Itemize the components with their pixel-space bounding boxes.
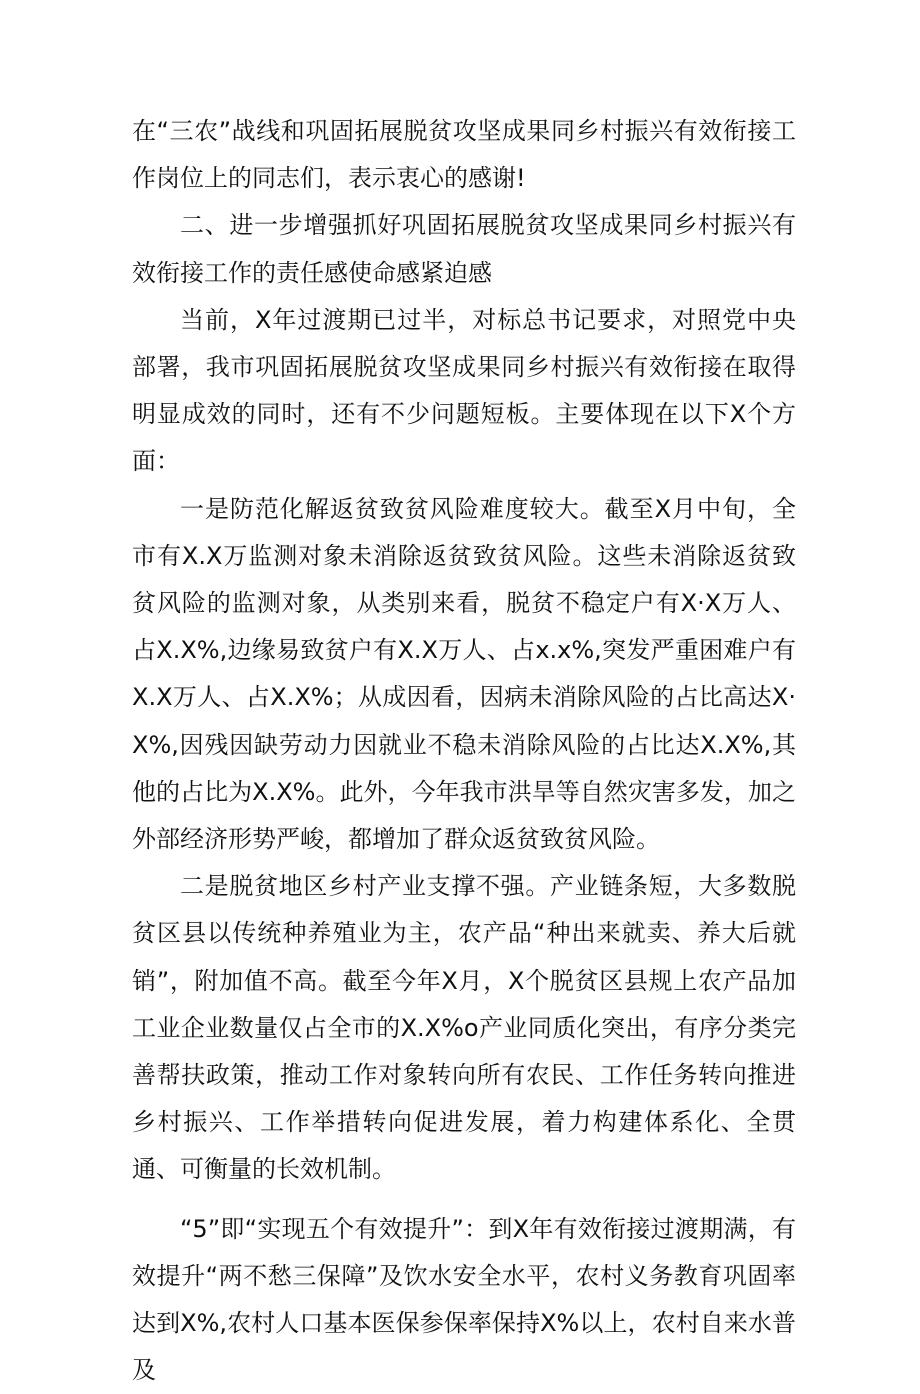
five-improvements-paragraph: “5”即“实现五个有效提升”：到X年有效衔接过渡期满，有效提升“两不愁三保障”及饮水安全水平，农村义务教育巩固率达到X%,农村人口基本医保参保率保持X%以上，农村自来水普及 bbox=[132, 1214, 796, 1385]
continuation-paragraph: 在“三农”战线和巩固拓展脱贫攻坚成果同乡村振兴有效衔接工作岗位上的同志们，表示衷心的感谢! bbox=[132, 117, 796, 193]
current-situation-paragraph: 当前，X年过渡期已过半，对标总书记要求，对照党中央部署，我市巩固拓展脱贫攻坚成果同乡村振兴有效衔接在取得明显成效的同时，还有不少问题短板。主要体现在以下X个方面： bbox=[132, 305, 796, 476]
problem-two-paragraph: 二是脱贫地区乡村产业支撑不强。产业链条短，大多数脱贫区县以传统种养殖业为主，农产品“种出来就卖、养大后就销”，附加值不高。截至今年X月，X个脱贫区县规上农产品加工业企业数量仅占全市的X.X%o产业同质化突出，有序分类完善帮扶政策，推动工作对象转向所有农民、工作任务转向推进乡村振兴、工作举措转向促进发展，着力构建体系化、全贯通、可衡量的长效机制。 bbox=[132, 872, 796, 1184]
section-two-heading: 二、进一步增强抓好巩固拓展脱贫攻坚成果同乡村振兴有效衔接工作的责任感使命感紧迫感 bbox=[132, 211, 796, 287]
document-body bbox=[132, 108, 796, 1394]
problem-one-paragraph: 一是防范化解返贫致贫风险难度较大。截至X月中旬，全市有X.X万监测对象未消除返贫致贫风险。这些未消除返贫致贫风险的监测对象，从类别来看，脱贫不稳定户有X·X万人、占X.X%,边缘易致贫户有X.X万人、占x.x%,突发严重困难户有X.X万人、占X.X%；从成因看，因病未消除风险的占比高达X·X%,因残因缺劳动力因就业不稳未消除风险的占比达X.X%,其他的占比为X.X%。此外，今年我市洪旱等自然灾害多发，加之外部经济形势严峻，都增加了群众返贫致贫风险。 bbox=[132, 494, 796, 854]
